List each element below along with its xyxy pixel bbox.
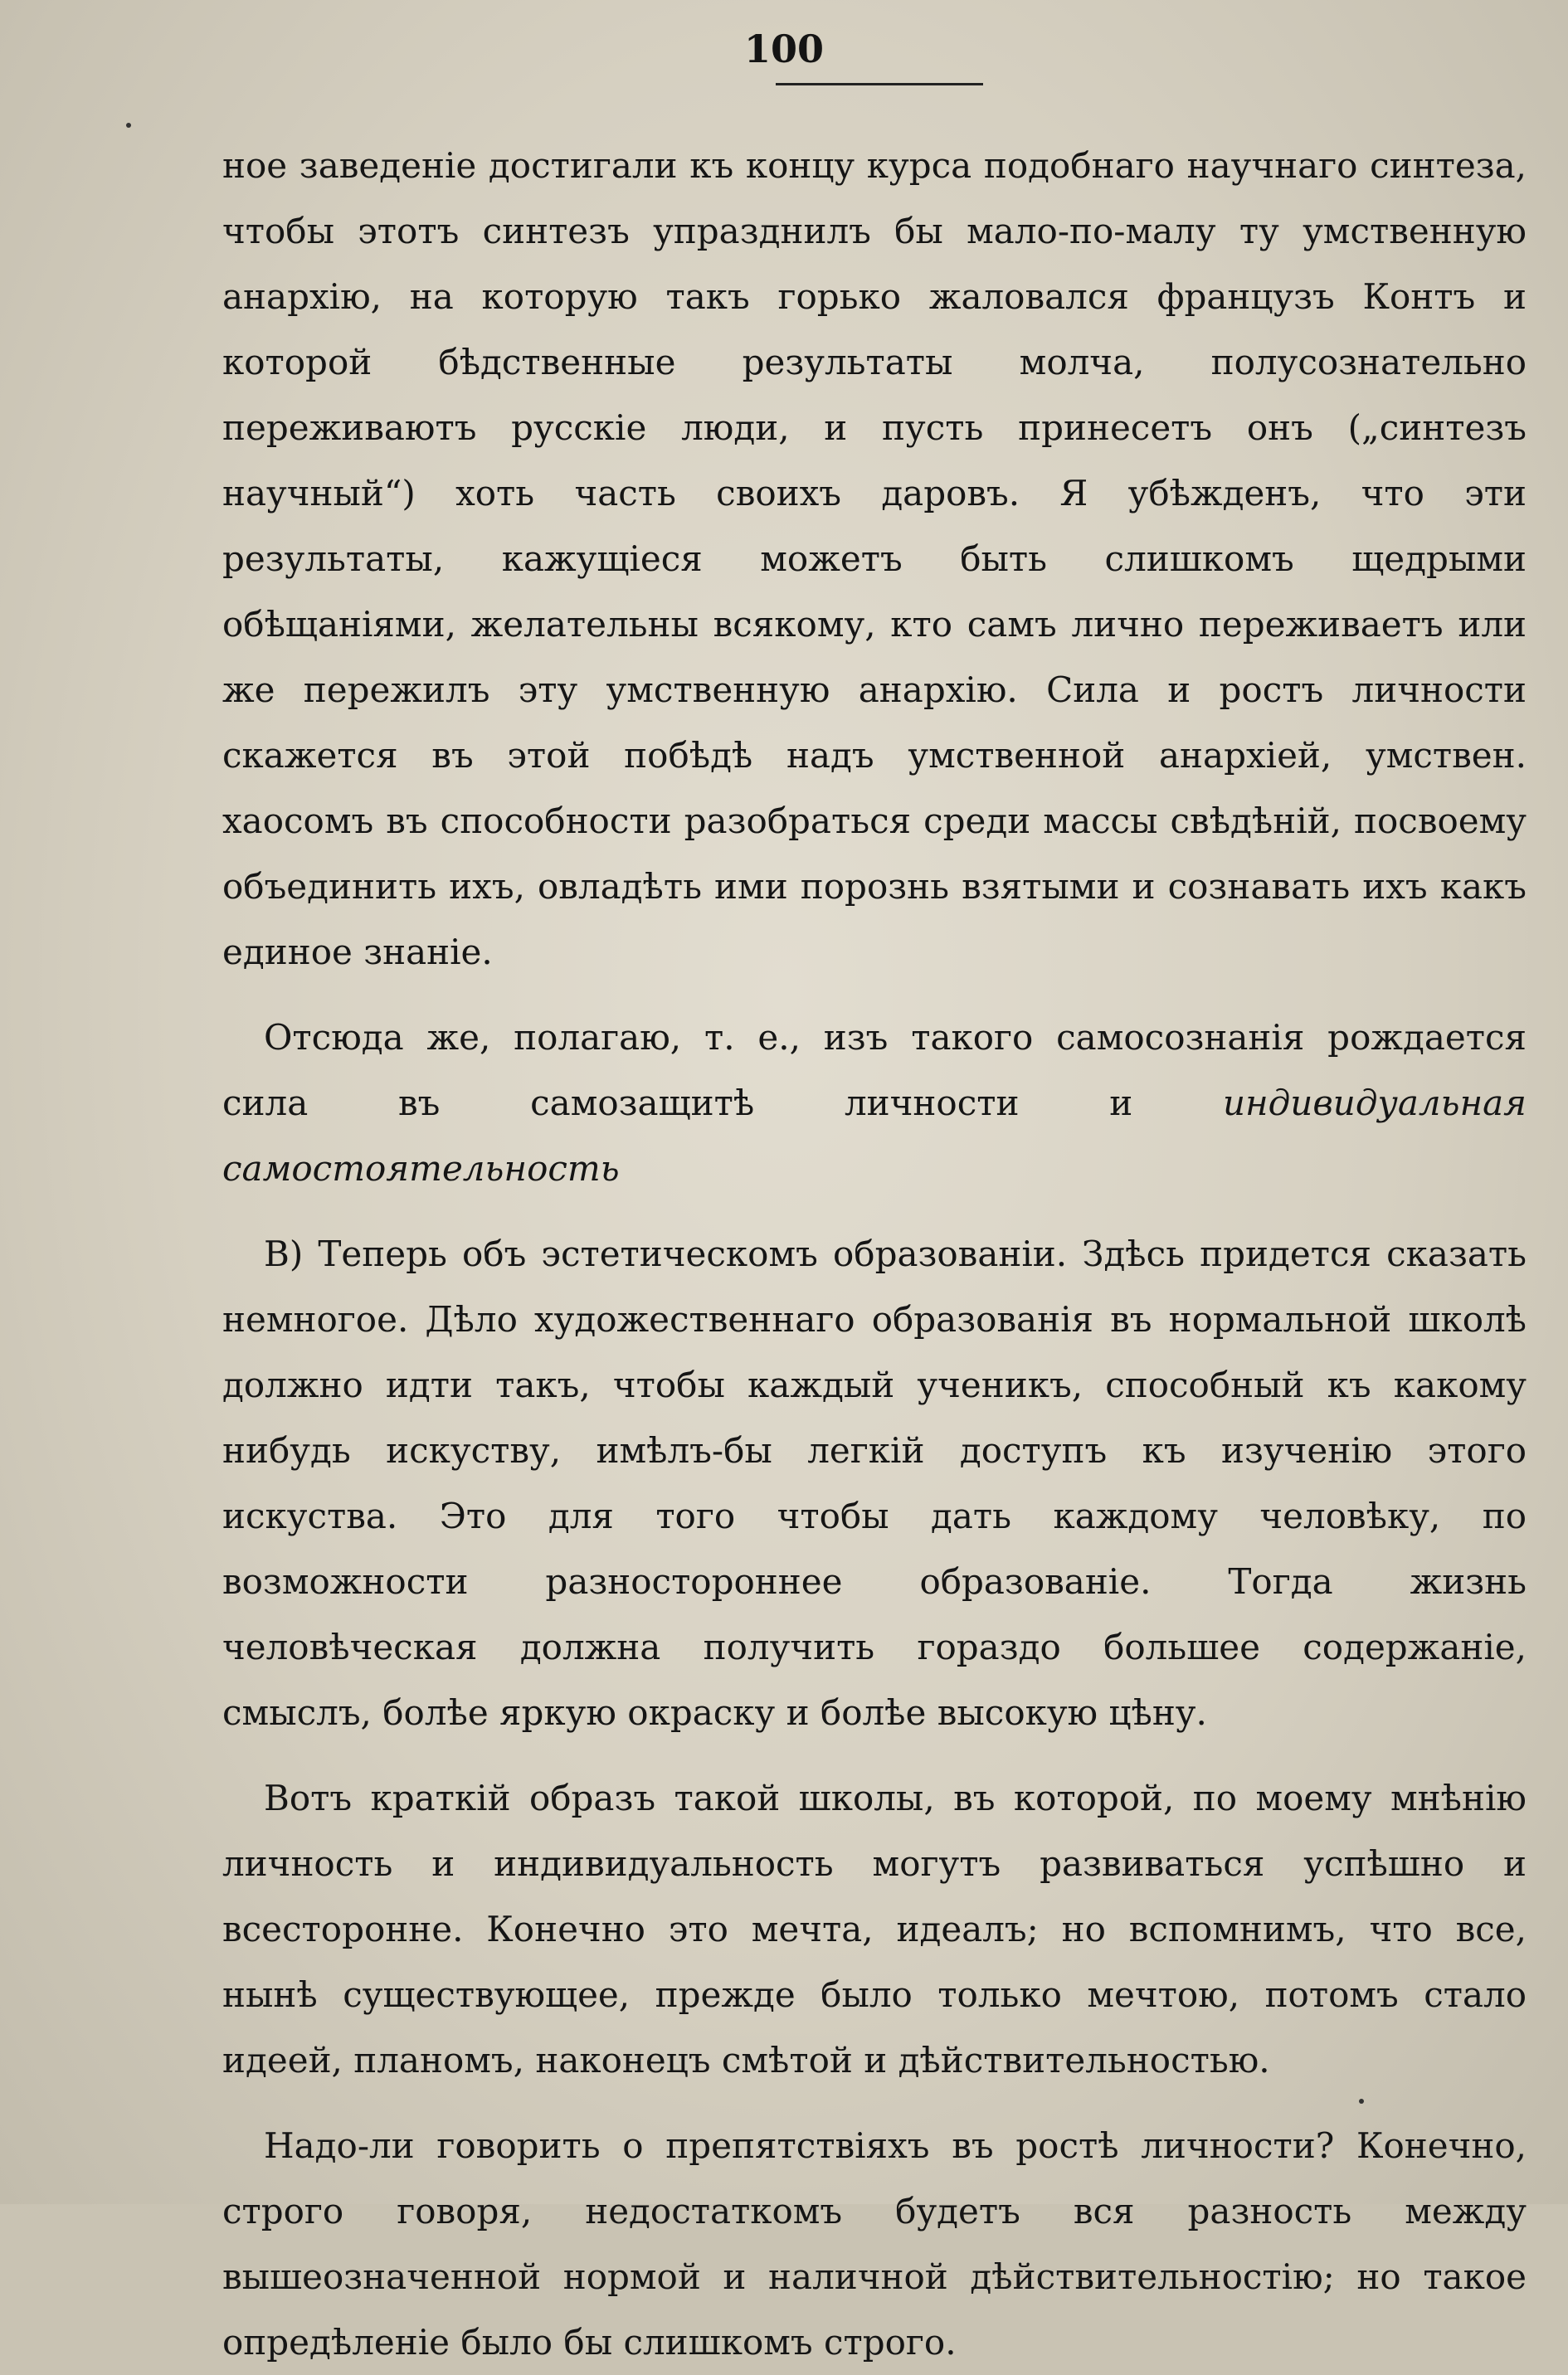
paragraph-aesthetic-education: В) Теперь объ эстетическомъ образованіи. Здѣсь придется сказать немногое. Дѣло художественнаго образованія въ нормальной школѣ должно идти такъ, чтобы каждый ученикъ, способный къ какому нибудь искуству, имѣлъ-бы легкій доступъ къ изученію этого искуства. Это для того чтобы дать каждому человѣку, по возможности разностороннее образованіе. Тогда жизнь человѣческая должна получить гораздо большее содержаніе, смыслъ, болѣе яркую окраску и болѣе высокую цѣну.	[222, 1234, 1527, 1733]
paragraph-self-defense-emphasis: индивидуальная самостоятельность	[222, 1083, 1527, 1189]
paragraph-school-ideal: Вотъ краткій образъ такой школы, въ которой, по моему мнѣнію личность и индивидуальность могутъ развиваться успѣшно и всесторонне. Конечно это мечта, идеалъ; но вспомнимъ, что все, нынѣ существующее, прежде было только мечтою, потомъ стало идеей, планомъ, наконецъ смѣтой и дѣйствительностью.	[222, 1778, 1527, 2081]
paragraph-self-defense	[222, 1005, 1527, 1201]
paragraph-self-defense-text: Отсюда же, полагаю, т. е., изъ такого самосознанія рождается сила въ самозащитѣ личности и	[222, 1017, 1527, 1123]
paper-speck	[1359, 2099, 1364, 2104]
paragraph-synthesis: ное заведеніе достигали къ концу курса подобнаго научнаго синтеза, чтобы этотъ синтезъ упразднилъ бы мало-по-малу ту умственную анархію, на которую такъ горько жаловался французъ Контъ и которой бѣдственные результаты молча, полусознательно переживаютъ русскіе люди, и пусть принесетъ онъ („синтезъ научный“) хоть часть своихъ даровъ. Я убѣжденъ, что эти результаты, кажущіеся можетъ быть слишкомъ щедрыми обѣщаніями, желательны всякому, кто самъ лично переживаетъ или же пережилъ эту умственную анархію. Сила и ростъ личности скажется въ этой побѣдѣ надъ умственной анархіей, умствен. хаосомъ въ способности разобраться среди массы свѣдѣній, посвоему объединить ихъ, овладѣть ими порознь взятыми и сознавать ихъ какъ единое знаніе.	[222, 145, 1527, 972]
paper-speck	[126, 123, 131, 128]
page-number-rule	[776, 83, 983, 85]
paragraph-obstacles: Надо-ли говорить о препятствіяхъ въ ростѣ личности? Конечно, строго говоря, недостаткомъ будетъ вся разность между вышеозначенной нормой и наличной дѣйствительностію; но такое опредѣленіе было бы слишкомъ строго.	[222, 2125, 1527, 2363]
body-text	[222, 133, 1527, 2375]
page-number: 100	[743, 27, 825, 71]
